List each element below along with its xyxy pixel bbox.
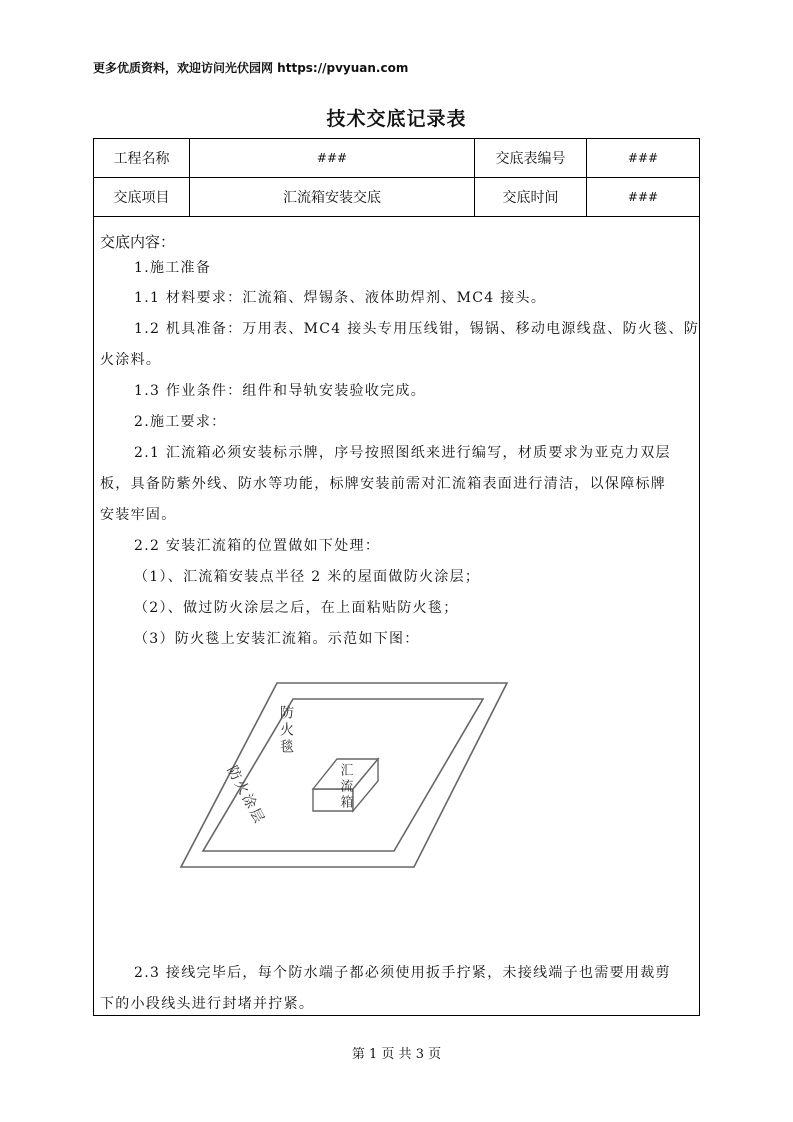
page-footer: 第 1 页 共 3 页: [351, 1047, 442, 1062]
time-label: 交底时间: [475, 178, 587, 216]
content-line: 1.3 作业条件：组件和导轨安装验收完成。: [134, 383, 427, 399]
content-line: 2.1 汇流箱必须安装标示牌，序号按照图纸来进行编写，材质要求为亚克力双层: [134, 445, 671, 461]
content-line: 下的小段线头进行封堵并拧紧。: [100, 996, 315, 1012]
coating-label: 防火涂层: [223, 763, 268, 828]
item-value: 汇流箱安装交底: [190, 178, 475, 216]
project-name-label: 工程名称: [94, 139, 190, 177]
record-form: [93, 138, 700, 1016]
blanket-label: 防火毯: [278, 705, 294, 756]
project-name-value: ###: [190, 139, 475, 177]
content-line: 1.1 材料要求：汇流箱、焊锡条、液体助焊剂、MC4 接头。: [134, 290, 547, 306]
content-line: 1.施工准备: [134, 260, 212, 276]
item-label: 交底项目: [94, 178, 190, 216]
table-row: [94, 178, 699, 217]
content-line: 2.施工要求：: [134, 414, 227, 430]
form-no-label: 交底表编号: [475, 139, 587, 177]
content-label: 交底内容：: [100, 233, 176, 251]
table-row: [94, 139, 699, 178]
content-line: （1）、汇流箱安装点半径 2 米的屋面做防火涂层；: [134, 569, 481, 585]
installation-diagram: [94, 659, 699, 929]
content-line: （2）、做过防火涂层之后，在上面粘贴防火毯；: [134, 600, 459, 616]
content-line: 安装牢固。: [100, 507, 177, 523]
content-line: （3）防火毯上安装汇流箱。示范如下图：: [134, 631, 420, 647]
content-line: 2.2 安装汇流箱的位置做如下处理：: [134, 538, 381, 554]
content-line: 1.2 机具准备：万用表、MC4 接头专用压线钳，锡锅、移动电源线盘、防火毯、防: [134, 321, 700, 337]
box-label: 汇流箱: [337, 763, 353, 811]
content-line: 火涂料。: [100, 352, 162, 368]
form-no-value: ###: [627, 151, 659, 165]
content-line: 2.3 接线完毕后，每个防水端子都必须使用扳手拧紧，未接线端子也需要用裁剪: [134, 965, 671, 981]
content-section: [94, 217, 699, 1015]
time-value: ###: [627, 190, 659, 204]
document-title: 技术交底记录表: [326, 108, 467, 130]
header-note: 更多优质资料，欢迎访问光伏园网 https://pvyuan.com: [93, 61, 409, 75]
content-line: 板，具备防紫外线、防水等功能，标牌安装前需对汇流箱表面进行清洁，以保障标牌: [100, 476, 667, 492]
